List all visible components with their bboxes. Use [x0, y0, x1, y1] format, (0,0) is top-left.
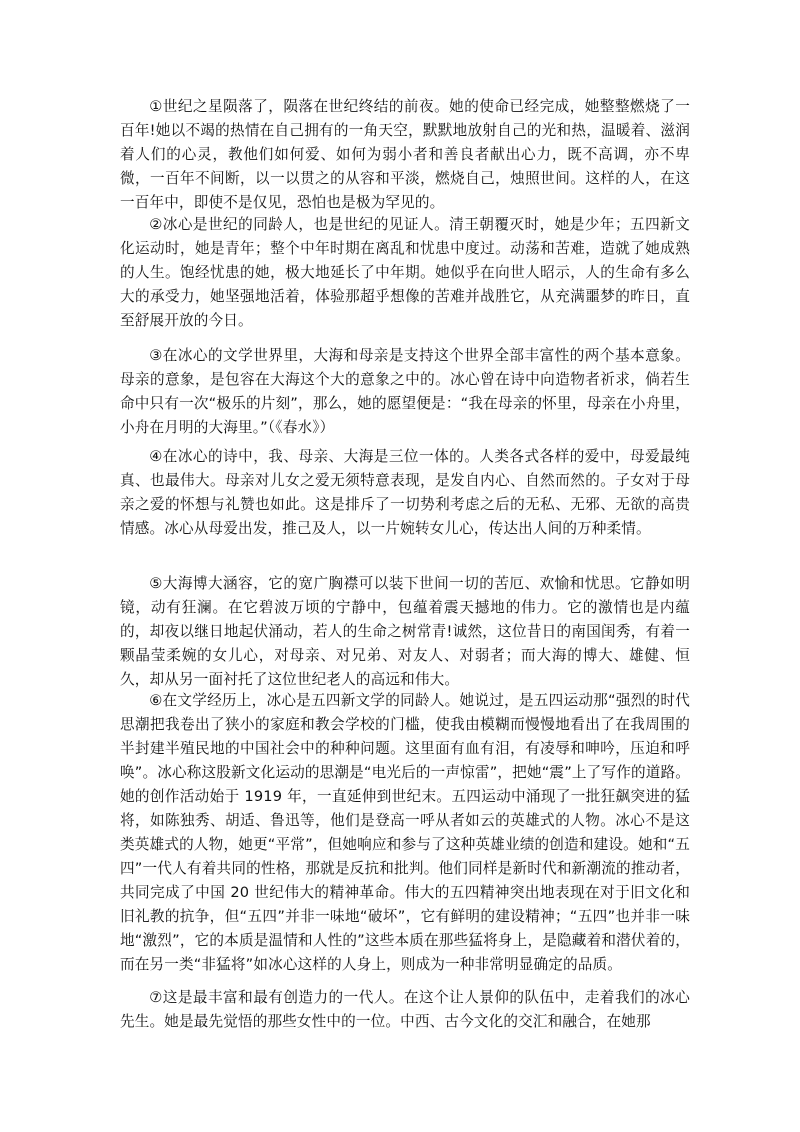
paragraph-6: ⑥在文学经历上，冰心是五四新文学的同龄人。她说过，是五四运动那“强烈的时代思潮把我卷出了狭小的家庭和教会学校的门槛，使我由模糊而慢慢地看出了在我周围的半封建半殖民地的中国社会中的种种问题。这里面有血有泪，有凌辱和呻吟，压迫和呼唤”。冰心称这股新文化运动的思潮是“电光后的一声惊雷”，把她“震”上了写作的道路。她的创作活动始于 1919 年，一直延伸到世纪末。五四运动中涌现了一批狂飙突进的猛将，如陈独秀、胡适、鲁迅等，他们是登高一呼从者如云的英雄式的人物。冰心不是这类英雄式的人物，她更“平常”，但她响应和参与了这种英雄业绩的创造和建设。她和“五四”一代人有着共同的性格，那就是反抗和批判。他们同样是新时代和新潮流的推动者，共同完成了中国 20 世纪伟大的精神革命。伟大的五四精神突出地表现在对于旧文化和旧礼教的抗争，但“五四”并非一味地“破坏”，它有鲜明的建设精神；“五四”也并非一味地“激烈”，它的本质是温情和人性的”这些本质在那些猛将身上，是隐藏着和潜伏着的，而在另一类“非猛将”如冰心这样的人身上，则成为一种非常明显确定的品质。	[120, 692, 690, 973]
paragraph-2: ②冰心是世纪的同龄人，也是世纪的见证人。清王朝覆灭时，她是少年；五四新文化运动时，她是青年；整个中年时期在离乱和忧患中度过。动荡和苦难，造就了她成熟的人生。饱经忧患的她，极大地延长了中年期。她似乎在向世人昭示，人的生命有多么大的承受力，她坚强地活着，体验那超乎想像的苦难并战胜它，从充满噩梦的昨日，直至舒展开放的今日。	[120, 216, 690, 329]
paragraph-7: ⑦这是最丰富和最有创造力的一代人。在这个让人景仰的队伍中，走着我们的冰心先生。她是最先觉悟的那些女性中的一位。中西、古今文化的交汇和融合，在她那	[120, 989, 690, 1030]
paragraph-4: ④在冰心的诗中，我、母亲、大海是三位一体的。人类各式各样的爱中，母爱最纯真、也最伟大。母亲对儿女之爱无须特意表现，是发自内心、自然而然的。子女对于母亲之爱的怀想与礼赞也如此。这是排斥了一切势利考虑之后的无私、无邪、无欲的高贵情感。冰心从母爱出发，推己及人，以一片婉转女儿心，传达出人间的万种柔情。	[120, 448, 690, 537]
paragraph-1: ①世纪之星陨落了，陨落在世纪终结的前夜。她的使命已经完成，她整整燃烧了一百年!她以不竭的热情在自己拥有的一角天空，默默地放射自己的光和热，温暖着、滋润着人们的心灵，教他们如何爱、如何为弱小者和善良者献出心力，既不高调，亦不卑微，一百年不间断，以一以贯之的从容和平淡，燃烧自己，烛照世间。这样的人，在这一百年中，即使不是仅见，恐怕也是极为罕见的。	[120, 98, 690, 211]
paragraph-3: ③在冰心的文学世界里，大海和母亲是支持这个世界全部丰富性的两个基本意象。母亲的意象，是包容在大海这个大的意象之中的。冰心曾在诗中向造物者祈求，倘若生命中只有一次“极乐的片刻”，那么，她的愿望便是：“我在母亲的怀里，母亲在小舟里，小舟在月明的大海里。”（《春水》）	[120, 347, 690, 436]
paragraph-5: ⑤大海博大涵容，它的宽广胸襟可以装下世间一切的苦厄、欢愉和忧思。它静如明镜，动有狂澜。在它碧波万顷的宁静中，包蕴着震天撼地的伟力。它的激情也是内蕴的，却夜以继日地起伏涌动，若人的生命之树常青!诚然，这位昔日的南国闺秀，有着一颗晶莹柔婉的女儿心，对母亲、对兄弟、对友人、对弱者；而大海的博大、雄健、恒久，却从另一面衬托了这位世纪老人的高远和伟大。	[120, 575, 690, 688]
